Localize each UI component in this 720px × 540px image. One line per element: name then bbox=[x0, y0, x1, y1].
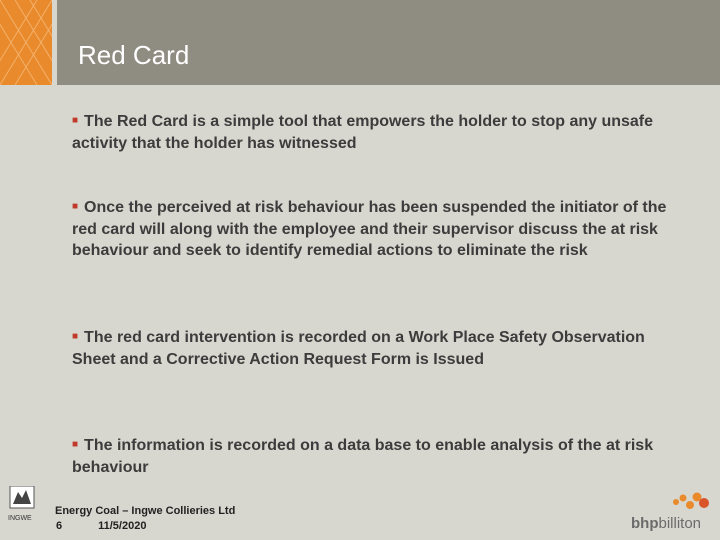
bullet-item bbox=[72, 326, 672, 370]
square-bullet-icon: ■ bbox=[72, 331, 79, 342]
bullet-text: The information is recorded on a data base to enable analysis of the at risk behaviour bbox=[72, 437, 654, 476]
diagonal-lines-decoration bbox=[0, 0, 52, 85]
logo-text: INGWE bbox=[8, 515, 32, 522]
bhp-dots-icon bbox=[628, 488, 714, 514]
square-bullet-icon: ■ bbox=[72, 439, 79, 450]
footer-meta bbox=[56, 520, 146, 532]
brand-light: billiton bbox=[658, 515, 702, 532]
footer-date: 11/5/2020 bbox=[98, 520, 147, 532]
bullet-text: Once the perceived at risk behaviour has been suspended the initiator of the red card will along with the employee and their supervisor discuss the at risk behaviour and seek to identify remedial actions to eliminate the risk bbox=[72, 199, 667, 259]
bullet-text: The Red Card is a simple tool that empowers the holder to stop any unsafe activity that the holder has witnessed bbox=[72, 113, 654, 152]
brand-wordmark bbox=[631, 515, 701, 532]
bullet-text: The red card intervention is recorded on a Work Place Safety Observation Sheet and a Corrective Action Request Form is Issued bbox=[72, 329, 645, 368]
slide-title: Red Card bbox=[78, 40, 190, 70]
brand-bold: bhp bbox=[631, 515, 659, 532]
page-number: 6 bbox=[56, 520, 63, 532]
ingwe-logo bbox=[8, 486, 52, 524]
square-bullet-icon: ■ bbox=[72, 201, 79, 212]
bullet-item bbox=[72, 196, 672, 262]
footer-company: Energy Coal – Ingwe Collieries Ltd bbox=[55, 505, 236, 517]
bullet-item bbox=[72, 434, 672, 478]
bullet-item bbox=[72, 110, 672, 154]
square-bullet-icon: ■ bbox=[72, 115, 79, 126]
orange-accent-strip bbox=[0, 0, 52, 85]
